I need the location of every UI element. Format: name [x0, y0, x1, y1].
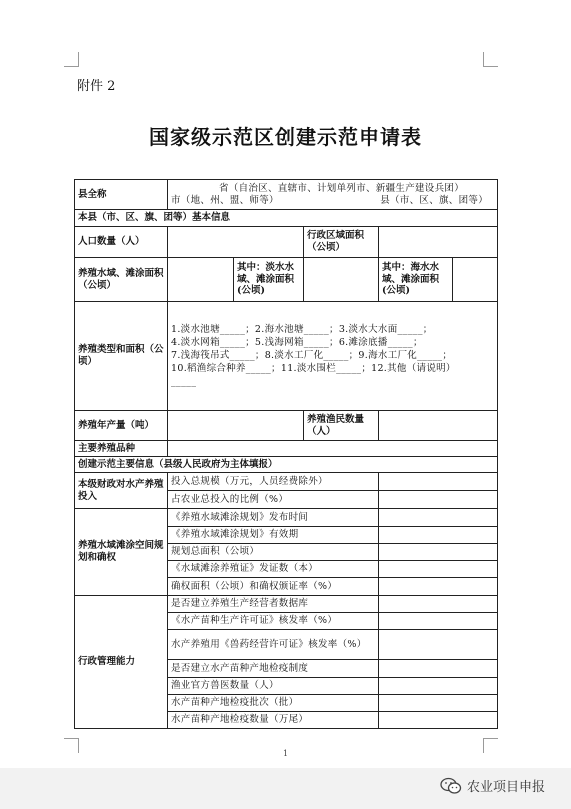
finance-item: 占农业总投入的比例（%）: [168, 491, 379, 509]
watermark-text: 农业项目申报: [466, 780, 545, 795]
admin-item: 是否建立水产苗种产地检疫制度: [168, 660, 379, 678]
culture-type-field[interactable]: [168, 302, 498, 411]
application-form-table: [74, 179, 498, 729]
annual-yield-value[interactable]: [168, 411, 304, 441]
species-value[interactable]: [168, 441, 498, 457]
admin-area-label: 行政区域面积（公顷）: [304, 227, 379, 258]
admin-value[interactable]: [379, 630, 498, 660]
wechat-icon: [440, 777, 462, 795]
page-number: 1: [282, 749, 289, 758]
finance-item: 投入总规模（万元，人员经费除外）: [168, 473, 379, 491]
admin-item: 是否建立养殖生产经营者数据库: [168, 596, 379, 613]
section-main-info: 创建示范主要信息（县级人民政府为主体填报）: [75, 457, 498, 473]
county-name-field[interactable]: [168, 180, 498, 210]
admin-value[interactable]: [379, 695, 498, 712]
species-label: 主要养殖品种: [75, 441, 168, 457]
admin-item: 《水产苗种生产许可证》核发率（%）: [168, 613, 379, 630]
admin-value[interactable]: [379, 660, 498, 678]
planning-value[interactable]: [379, 509, 498, 527]
admin-item: 水产养殖用《兽药经营许可证》核发率（%）: [168, 630, 379, 660]
freshwater-area-label: 其中：淡水水域、滩涂面积(公顷): [234, 258, 304, 302]
city-line: 市（地、州、盟、师等）: [171, 194, 279, 206]
admin-area-value[interactable]: [379, 227, 498, 258]
planning-item: 《养殖水域滩涂规划》发布时间: [168, 509, 379, 527]
population-value[interactable]: [168, 227, 304, 258]
admin-item: 水产苗种产地检疫数量（万尾）: [168, 712, 379, 729]
page-corner-mark: [483, 52, 498, 67]
finance-label: 本级财政对水产养殖投入: [75, 473, 168, 509]
planning-value[interactable]: [379, 544, 498, 561]
finance-value[interactable]: [379, 473, 498, 491]
page-corner-mark: [64, 52, 79, 67]
culture-type-line: 7.浅海筏吊式_____；8.淡水工厂化_____；9.海水工厂化_____；: [171, 350, 453, 362]
admin-value[interactable]: [379, 596, 498, 613]
attachment-label: 附件 2: [77, 79, 116, 94]
culture-type-line: 4.淡水网箱_____；5.浅海网箱_____；6.滩涂底播_____；: [171, 337, 423, 349]
aquaculture-area-value[interactable]: [168, 258, 234, 302]
page-title: 国家级示范区创建示范申请表: [149, 125, 422, 149]
annual-yield-label: 养殖年产量（吨）: [75, 411, 168, 441]
freshwater-area-value[interactable]: [304, 258, 379, 302]
planning-value[interactable]: [379, 527, 498, 544]
culture-type-line: 10.稻渔综合种养_____；11.淡水围栏_____；12.其他（请说明）: [171, 362, 456, 374]
planning-label: 养殖水域滩涂空间规划和确权: [75, 509, 168, 596]
planning-item: 确权面积（公顷）和确权颁证率（%）: [168, 578, 379, 596]
culture-type-line: 1.淡水池塘_____；2.海水池塘_____；3.淡水大水面_____；: [171, 324, 433, 336]
seawater-area-value[interactable]: [453, 258, 498, 302]
planning-item: 规划总面积（公顷）: [168, 544, 379, 561]
watermark: [440, 776, 545, 795]
finance-value[interactable]: [379, 491, 498, 509]
admin-value[interactable]: [379, 613, 498, 630]
population-label: 人口数量（人）: [75, 227, 168, 258]
planning-value[interactable]: [379, 561, 498, 578]
province-line: 省（自治区、直辖市、计划单列市、新疆生产建设兵团）: [219, 182, 465, 194]
admin-item: 渔业官方兽医数量（人）: [168, 678, 379, 695]
admin-value[interactable]: [379, 712, 498, 729]
admin-item: 水产苗种产地检疫批次（批）: [168, 695, 379, 712]
seawater-area-label: 其中：海水水域、滩涂面积(公顷): [379, 258, 453, 302]
county-name-label: 县全称: [75, 180, 168, 210]
culture-type-line: _____: [171, 375, 197, 387]
fisher-count-label: 养殖渔民数量（人）: [304, 411, 379, 441]
planning-item: 《养殖水域滩涂规划》有效期: [168, 527, 379, 544]
culture-type-label: 养殖类型和面积（公顷）: [75, 302, 168, 411]
planning-value[interactable]: [379, 578, 498, 596]
admin-capacity-label: 行政管理能力: [75, 596, 168, 729]
planning-item: 《水域滩涂养殖证》发证数（本）: [168, 561, 379, 578]
section-basic-info: 本县（市、区、旗、团等）基本信息: [75, 210, 498, 227]
district-line: 县（市、区、旗、团等）: [380, 194, 489, 206]
aquaculture-area-label: 养殖水域、滩涂面积（公顷）: [75, 258, 168, 302]
admin-value[interactable]: [379, 678, 498, 695]
fisher-count-value[interactable]: [379, 411, 498, 441]
